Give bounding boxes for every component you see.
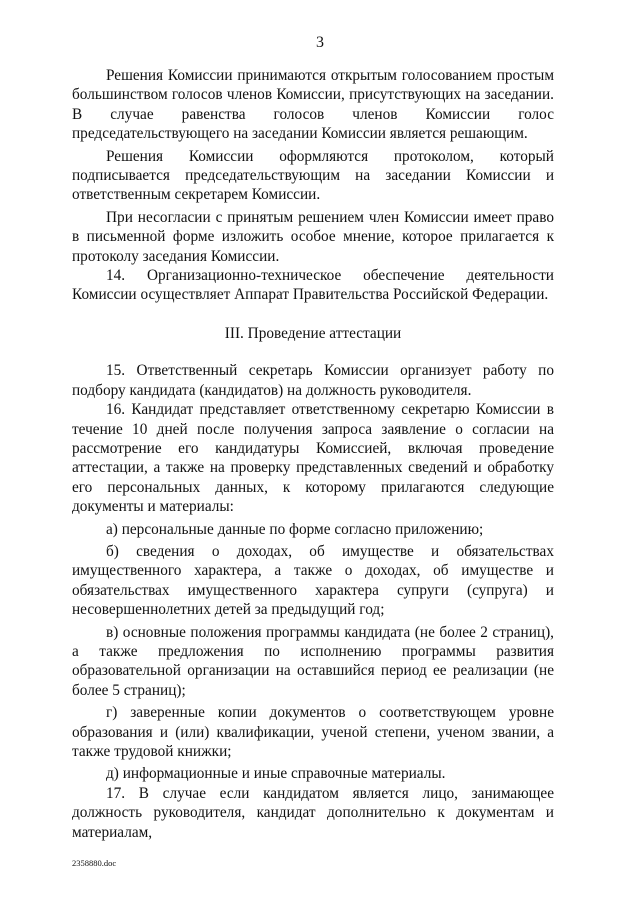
list-item-g: г) заверенные копии документов о соответствующем уровне образования и (или) квалификации, ученой степени, ученом звании, а также трудовой книжки; <box>72 704 554 760</box>
document-body <box>72 66 554 842</box>
file-name-footer: 2358880.doc <box>72 858 117 868</box>
paragraph-17: 17. В случае если кандидатом является лицо, занимающее должность руководителя, кандидат дополнительно к документам и материалам, <box>72 784 554 841</box>
paragraph-15: 15. Ответственный секретарь Комиссии организует работу по подбору кандидата (кандидатов) на должность руководителя. <box>72 362 554 399</box>
paragraph-decisions-protocol: Решения Комиссии оформляются протоколом, который подписывается председательствующим на заседании Комиссии и ответственным секретарем Комиссии. <box>72 147 554 204</box>
list-item-v: в) основные положения программы кандидата (не более 2 страниц), а также предложения по исполнению программы развития образовательной организации на оставшийся период ее реализации (не более 5 страниц); <box>72 623 554 699</box>
section-heading: III. Проведение аттестации <box>224 324 402 342</box>
paragraph-decisions-voting: Решения Комиссии принимаются открытым голосованием простым большинством голосов членов Комиссии, присутствующих на заседании. В случае равенства голосов членов Комиссии голос председательствующего на заседании Комиссии является решающим. <box>72 67 554 143</box>
paragraph-dissenting-opinion: При несогласии с принятым решением член Комиссии имеет право в письменной форме изложить особое мнение, которое прилагается к протоколу заседания Комиссии. <box>72 208 554 265</box>
list-item-a: а) персональные данные по форме согласно приложению; <box>106 520 484 538</box>
list-item-b: б) сведения о доходах, об имуществе и обязательствах имущественного характера, а также о доходах, об имуществе и обязательствах имущественного характера супруги (супруга) и несовершеннолетних детей за предыдущий год; <box>72 542 554 619</box>
list-item-d: д) информационные и иные справочные материалы. <box>106 765 446 783</box>
page-number: 3 <box>316 34 324 51</box>
paragraph-16: 16. Кандидат представляет ответственному секретарю Комиссии в течение 10 дней после получения запроса заявление о согласии на рассмотрение его кандидатуры Комиссией, включая проведение аттестации, а также на проверку представленных сведений и обработку его персональных данных, к которому прилагаются следующие документы и материалы: <box>72 401 554 516</box>
paragraph-14: 14. Организационно-техническое обеспечение деятельности Комиссии осуществляет Аппарат Правительства Российской Федерации. <box>72 267 554 304</box>
